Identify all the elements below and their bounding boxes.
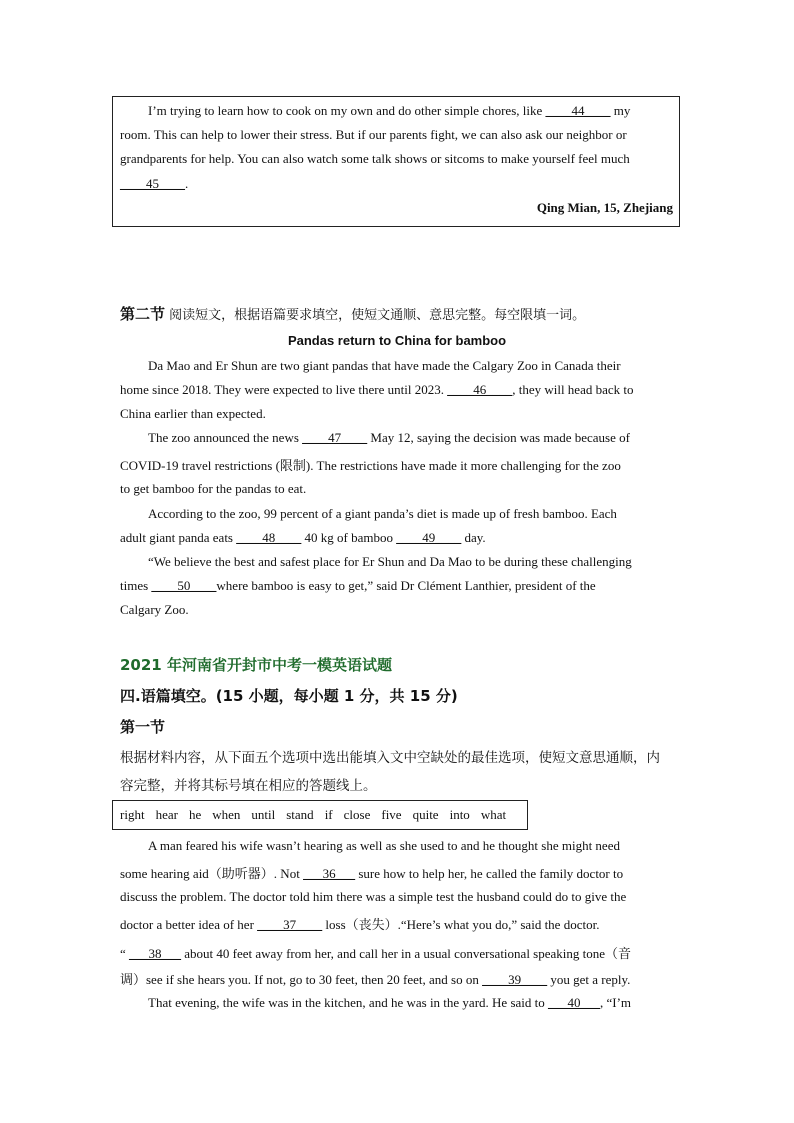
text: , they will head back to — [512, 382, 634, 397]
text: . — [185, 176, 189, 191]
passage-title: Pandas return to China for bamboo — [287, 333, 507, 348]
blank-37: ____37____ — [257, 917, 323, 932]
p4-line-2 — [120, 578, 596, 594]
word-bank-item: stand — [286, 807, 314, 822]
word-bank-item: until — [251, 807, 276, 822]
section-instruction: 阅读短文，根据语篇要求填空，使短文通顺、意思完整。每空限填一词。 — [169, 308, 586, 323]
exam-section-1: 第一节 — [120, 718, 166, 736]
text: you get a reply. — [550, 972, 631, 987]
text: sure how to help her, he called the family doctor to — [358, 866, 624, 881]
text: The zoo announced the news — [148, 430, 299, 445]
text: 40 kg of bamboo — [304, 530, 393, 545]
letter-signature: Qing Mian, 15, Zhejiang — [536, 200, 673, 215]
word-bank-item: right — [120, 807, 145, 822]
exam-instruction-1: 根据材料内容，从下面五个选项中选出能填入文中空缺处的最佳选项，使短文意思通顺，内 — [120, 750, 660, 766]
text: , “I’m — [600, 995, 632, 1010]
text: about 40 feet away from her, and call her in a usual conversational speaking tone（音 — [184, 946, 632, 961]
text: home since 2018. They were expected to live there until 2023. — [120, 382, 444, 397]
text: times — [120, 578, 149, 593]
text: my — [613, 103, 631, 118]
p3-line-1: According to the zoo, 99 percent of a giant panda’s diet is made up of fresh bamboo. Each — [148, 506, 617, 521]
letter-line-2: room. This can help to lower their stress. But if our parents fight, we can also ask our neighbor or — [120, 127, 627, 142]
story-line-5 — [120, 943, 631, 962]
text: That evening, the wife was in the kitchen, and he was in the yard. He said to — [148, 995, 545, 1010]
blank-40: ___40___ — [548, 995, 600, 1010]
text: where bamboo is easy to get,” said Dr Clément Lanthier, president of the — [216, 578, 596, 593]
word-bank-item: what — [480, 807, 507, 822]
text: day. — [464, 530, 486, 545]
blank-48: ____48____ — [236, 530, 302, 545]
text: 调）see if she hears you. If not, go to 30 feet, then 20 feet, and so on — [120, 972, 479, 987]
p1-line-1: Da Mao and Er Shun are two giant pandas that have made the Calgary Zoo in Canada their — [148, 358, 621, 373]
exam-part-heading: 四.语篇填空。(15 小题，每小题 1 分，共 15 分) — [120, 687, 458, 705]
p2-line-1 — [148, 430, 630, 446]
word-bank-item: hear — [155, 807, 178, 822]
p2-line-3: to get bamboo for the pandas to eat. — [120, 481, 307, 496]
text: loss（丧失）.“Here’s what you do,” said the doctor. — [325, 917, 600, 932]
text: doctor a better idea of her — [120, 917, 254, 932]
letter-line-3: grandparents for help. You can also watch some talk shows or sitcoms to make yourself feel much — [120, 151, 630, 166]
blank-36: ___36___ — [303, 866, 356, 881]
section-label: 第二节 — [120, 305, 166, 323]
story-line-4 — [120, 914, 599, 933]
blank-45: ____45____ — [120, 176, 185, 191]
blank-38: ___38___ — [129, 946, 182, 961]
blank-49: ____49____ — [396, 530, 462, 545]
word-bank-item: he — [188, 807, 202, 822]
story-line-6 — [120, 969, 630, 988]
word-bank-item: into — [449, 807, 470, 822]
p4-line-1: “We believe the best and safest place for Er Shun and Da Mao to be during these challenging — [148, 554, 632, 569]
story-line-3: discuss the problem. The doctor told him there was a simple test the husband could do to give the — [120, 889, 627, 904]
text: I’m trying to learn how to cook on my own and do other simple chores, like — [148, 103, 543, 118]
word-bank-item: five — [381, 807, 402, 822]
word-bank-item: when — [212, 807, 241, 822]
story-line-1: A man feared his wife wasn’t hearing as well as she used to and he thought she might need — [148, 838, 620, 853]
blank-47: ____47____ — [302, 430, 368, 445]
p1-line-2 — [120, 382, 634, 398]
word-bank-item: if — [324, 807, 333, 822]
text: May 12, saying the decision was made because of — [370, 430, 630, 445]
exam-title: 2021 年河南省开封市中考一模英语试题 — [120, 656, 392, 674]
text: some hearing aid（助听器）. Not — [120, 866, 300, 881]
story-line-2 — [120, 863, 623, 882]
exam-instruction-2: 容完整，并将其标号填在相应的答题线上。 — [120, 778, 377, 794]
word-bank-item: quite — [412, 807, 439, 822]
blank-46: ____46____ — [447, 382, 513, 397]
p2-line-2: COVID-19 travel restrictions (限制). The restrictions have made it more challenging for the zoo — [120, 458, 621, 473]
p4-line-3: Calgary Zoo. — [120, 602, 189, 617]
text: “ — [120, 946, 126, 961]
p3-line-2 — [120, 530, 486, 546]
blank-39: ____39____ — [482, 972, 548, 987]
p1-line-3: China earlier than expected. — [120, 406, 266, 421]
blank-44: ____44____ — [545, 103, 611, 118]
word-bank — [112, 800, 528, 830]
letter-line-4 — [120, 176, 188, 192]
word-bank-item: close — [343, 807, 371, 822]
text: adult giant panda eats — [120, 530, 233, 545]
letter-line-1 — [148, 103, 630, 119]
story-line-7 — [148, 995, 631, 1011]
blank-50: ____50____ — [151, 578, 217, 593]
section2-heading — [120, 303, 585, 324]
